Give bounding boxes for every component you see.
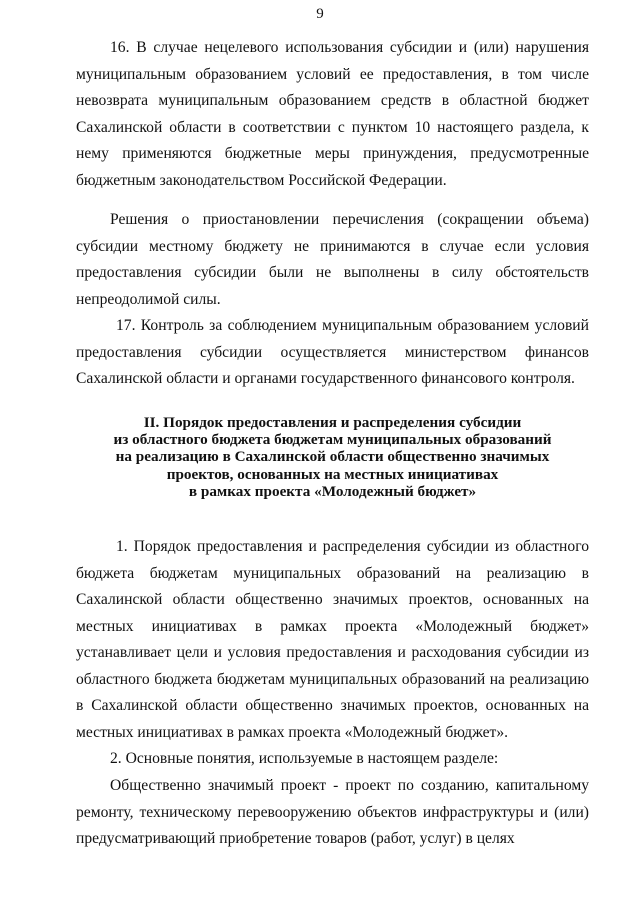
section-heading-line: из областного бюджета бюджетам муниципальных образований: [113, 431, 552, 449]
paragraph-2: 2. Основные понятия, используемые в настоящем разделе:: [110, 750, 499, 767]
page-number: 9: [316, 6, 324, 22]
section-heading-line: проектов, основанных на местных инициативах: [166, 465, 499, 483]
section-heading-line: на реализацию в Сахалинской области общественно значимых: [115, 448, 550, 466]
section-heading-line: II. Порядок предоставления и распределения субсидии: [143, 414, 522, 431]
section-heading: [76, 414, 589, 500]
paragraph-decisions: Решения о приостановлении перечисления (сокращении объема) субсидии местному бюджету не принимаются в случае если условия предоставления субсидии были не выполнены в силу обстоятельств непреодолимой силы.: [76, 211, 589, 308]
paragraph-16: 16. В случае нецелевого использования субсидии и (или) нарушения муниципальным образованием условий ее предоставления, в том числе невозврата муниципальным образованием средств в областной бюджет Сахалинской области в соответствии с пунктом 10 настоящего раздела, к нему применяются бюджетные меры принуждения, предусмотренные бюджетным законодательством Российской Федерации.: [76, 39, 589, 189]
paragraph-definition: Общественно значимый проект - проект по созданию, капитальному ремонту, техническому перевооружению объектов инфраструктуры и (или) предусматривающий приобретение товаров (работ, услуг) в целях: [76, 777, 589, 847]
paragraph-17: 17. Контроль за соблюдением муниципальным образованием условий предоставления субсидии осуществляется министерством финансов Сахалинской области и органами государственного финансового контроля.: [76, 317, 589, 387]
section-heading-line: в рамках проекта «Молодежный бюджет»: [188, 482, 477, 500]
paragraph-1: 1. Порядок предоставления и распределения субсидии из областного бюджета бюджетам муниципальных образований на реализацию в Сахалинской области общественно значимых проектов, основанных на местных инициативах в рамках проекта «Молодежный бюджет» устанавливает цели и условия предоставления и расходования субсидии из областного бюджета бюджетам муниципальных образований на реализацию в Сахалинской области общественно значимых проектов, основанных на местных инициативах в рамках проекта «Молодежный бюджет».: [76, 538, 589, 741]
